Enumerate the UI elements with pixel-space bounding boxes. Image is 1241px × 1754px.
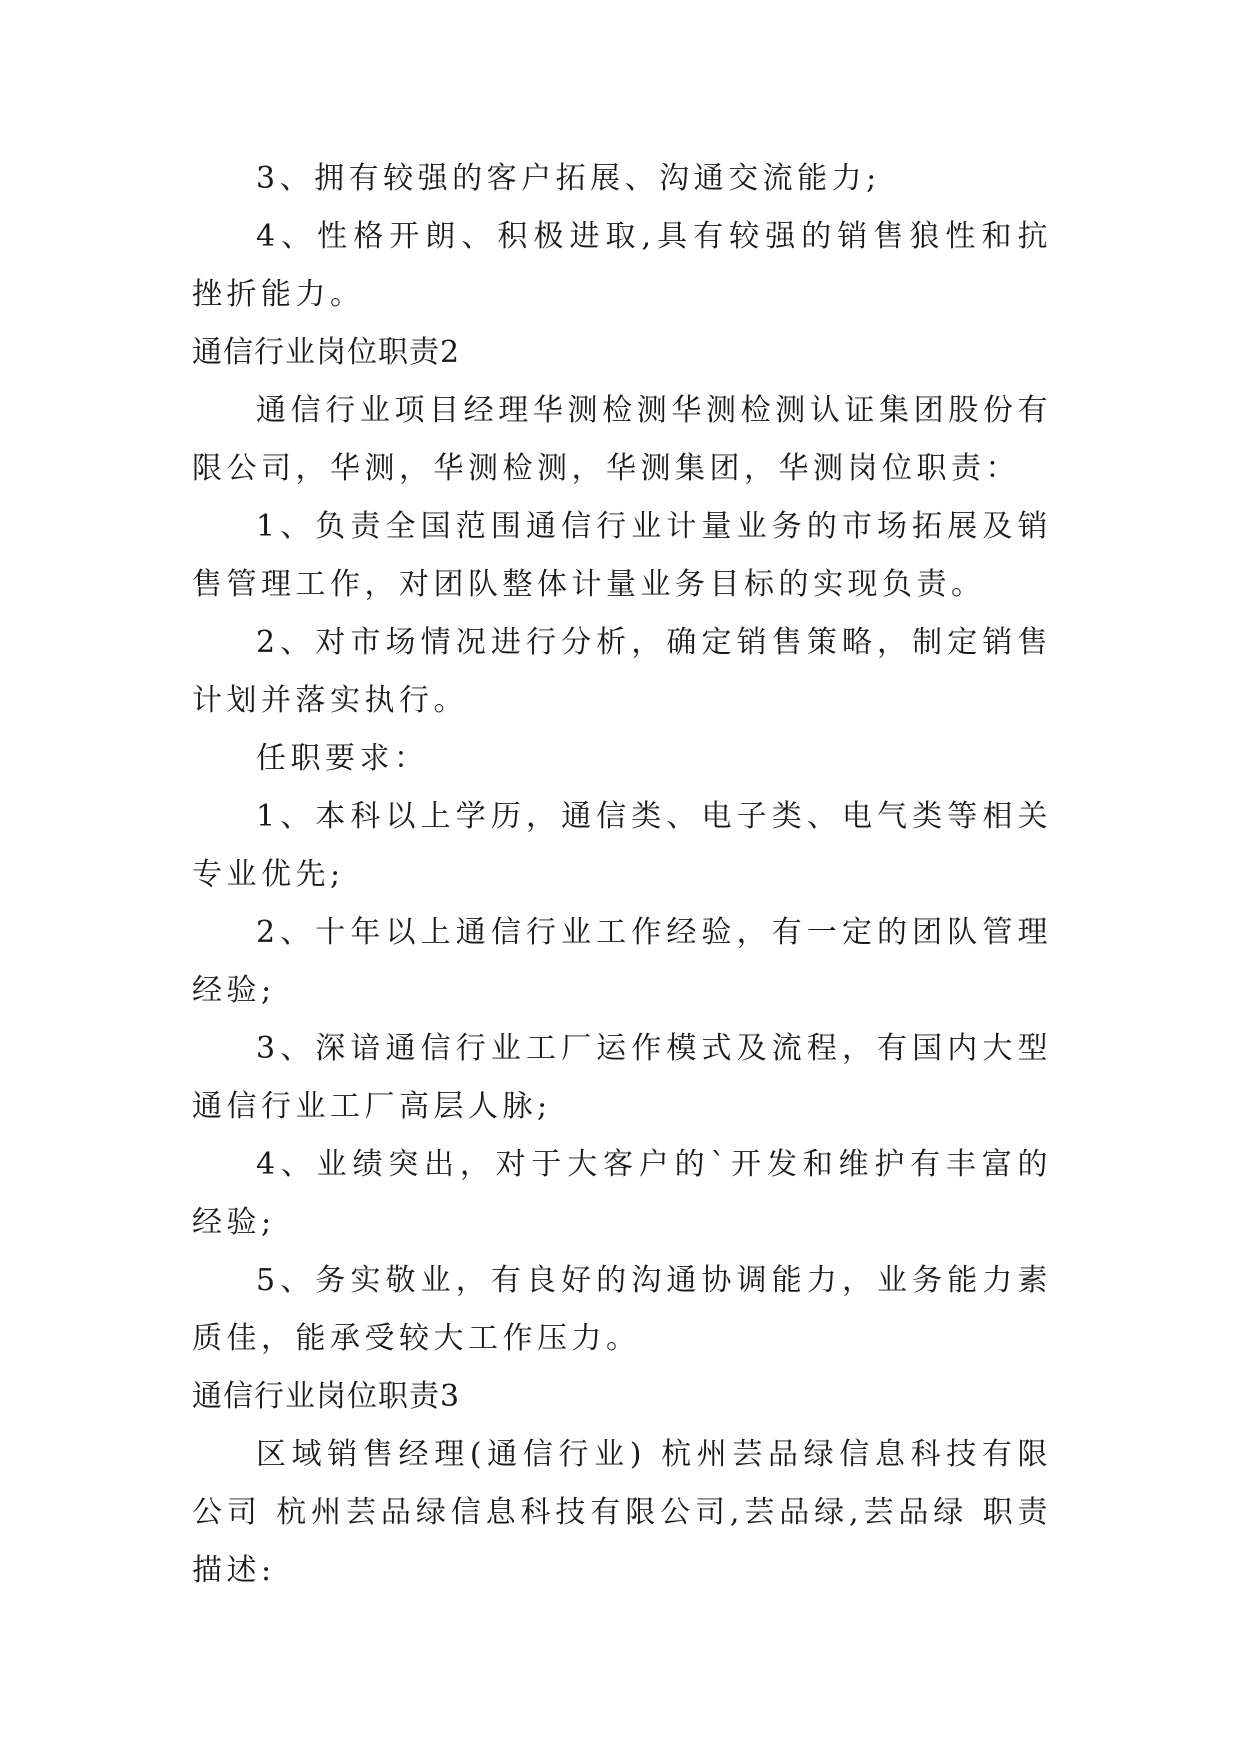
paragraph-duty-1: 1、负责全国范围通信行业计量业务的市场拓展及销售管理工作，对团队整体计量业务目标的实现负责。 [192,509,1052,602]
paragraph-job-intro-3: 区域销售经理(通信行业) 杭州芸品绿信息科技有限公司 杭州芸品绿信息科技有限公司,芸品绿,芸品绿 职责描述: [192,1437,1052,1588]
paragraph-qualification-5: 5、务实敬业，有良好的沟通协调能力，业务能力素质佳，能承受较大工作压力。 [192,1263,1052,1356]
section-heading-3: 通信行业岗位职责3 [192,1379,461,1414]
paragraph-requirement-4: 4、性格开朗、积极进取,具有较强的销售狼性和抗挫折能力。 [192,219,1052,312]
paragraph-duty-2: 2、对市场情况进行分析，确定销售策略，制定销售计划并落实执行。 [192,625,1052,718]
paragraph-qualification-1: 1、本科以上学历，通信类、电子类、电气类等相关专业优先; [192,799,1052,892]
paragraph-job-intro-2: 通信行业项目经理华测检测华测检测认证集团股份有限公司，华测，华测检测，华测集团，华测岗位职责： [192,393,1052,486]
document-page [192,150,1052,1600]
paragraph-qualification-2: 2、十年以上通信行业工作经验，有一定的团队管理经验; [192,915,1052,1008]
paragraph-qualification-3: 3、深谙通信行业工厂运作模式及流程，有国内大型通信行业工厂高层人脉; [192,1031,1052,1124]
section-heading-2: 通信行业岗位职责2 [192,335,461,370]
paragraph-requirement-3: 3、拥有较强的客户拓展、沟通交流能力; [256,161,881,196]
paragraph-requirements-label: 任职要求： [256,741,429,776]
paragraph-qualification-4: 4、业绩突出，对于大客户的`开发和维护有丰富的经验; [192,1147,1052,1240]
